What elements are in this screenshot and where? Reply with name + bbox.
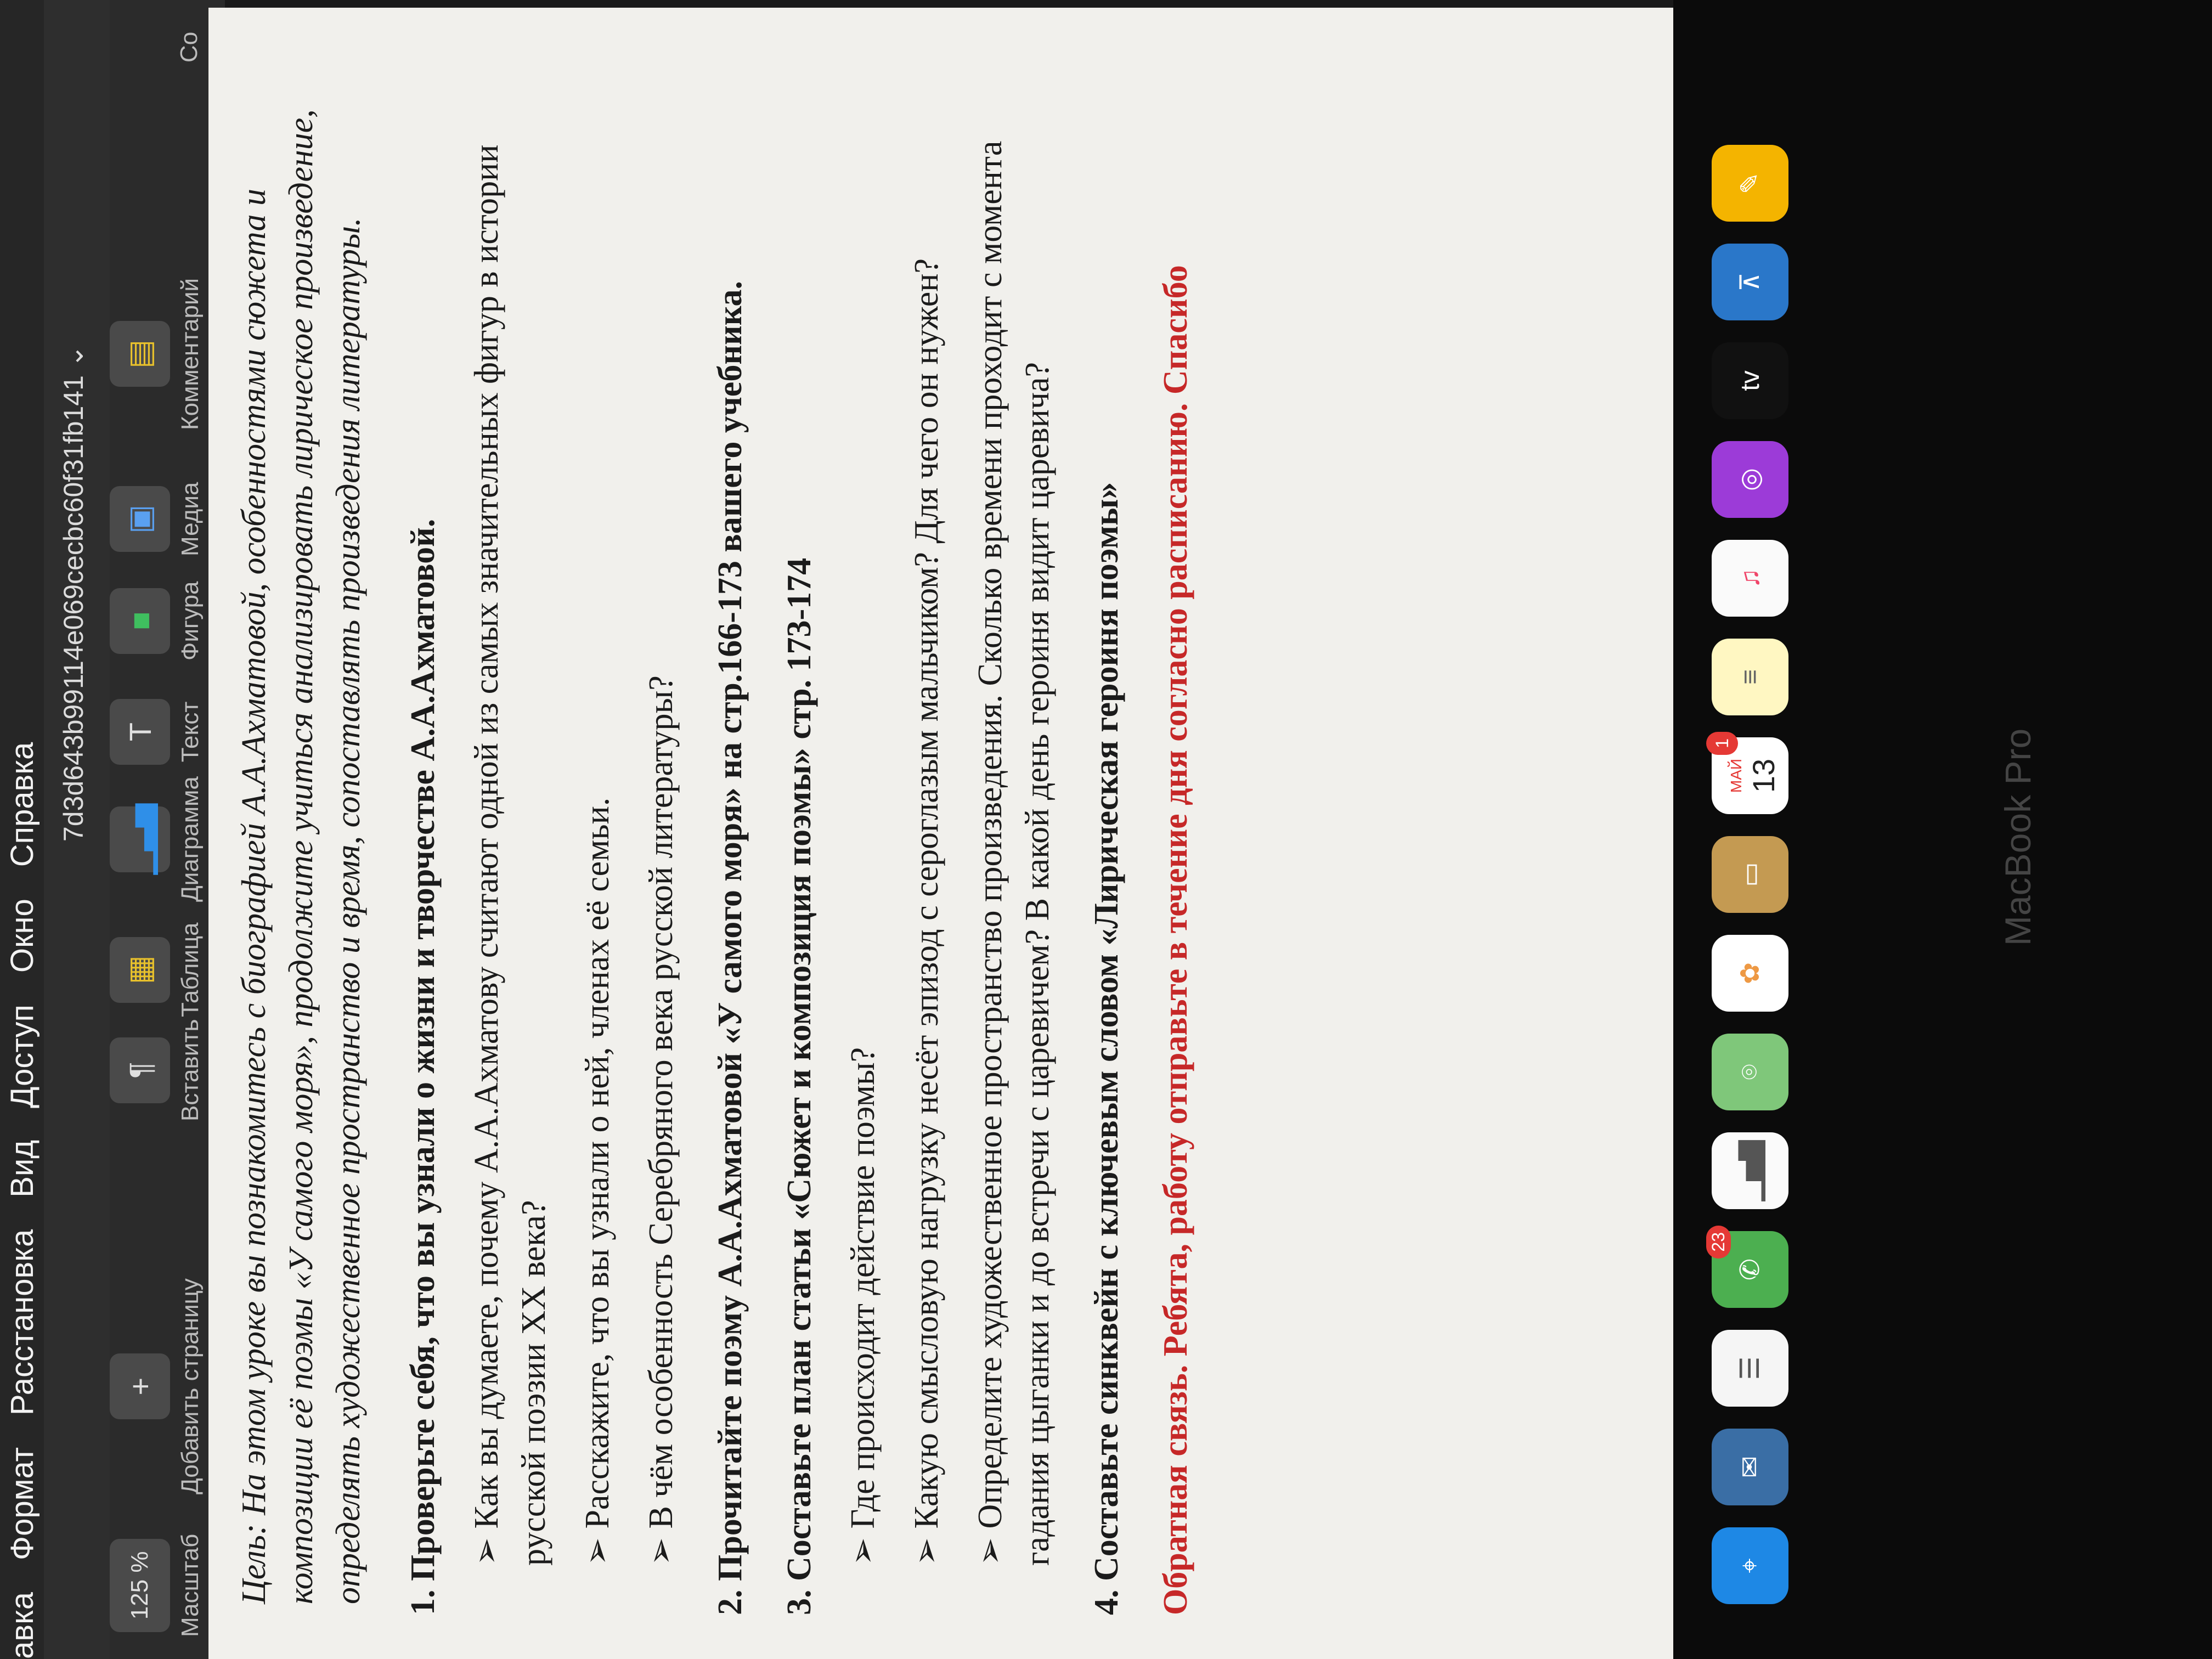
calendar-badge: 1 xyxy=(1706,732,1738,755)
comment-icon[interactable]: ▤ xyxy=(110,321,170,387)
music-icon[interactable]: ♫ xyxy=(1712,540,1788,617)
photos-icon[interactable]: ✿ xyxy=(1712,935,1788,1012)
document-title[interactable] xyxy=(58,345,89,842)
table-control[interactable] xyxy=(110,922,204,1017)
insert-control[interactable] xyxy=(110,1019,204,1121)
maps-icon[interactable]: ⌾ xyxy=(1712,1034,1788,1110)
task-1-question-3: ➢ В чём особенность Серебряного века русской литературы? xyxy=(642,675,680,1566)
add-page-control[interactable] xyxy=(110,1278,204,1494)
calendar-icon[interactable] xyxy=(1712,737,1788,814)
menu-share[interactable]: Доступ xyxy=(4,1005,40,1108)
notes-icon[interactable]: ≡ xyxy=(1712,639,1788,715)
collaborate-label: Со xyxy=(176,31,202,63)
dock xyxy=(1695,41,1805,1604)
add-page-label: Добавить страницу xyxy=(177,1278,204,1494)
collaborate-control[interactable] xyxy=(176,32,203,63)
device-label: MacBook Pro xyxy=(1997,728,2038,946)
menu-bar xyxy=(0,0,44,1659)
table-icon[interactable]: ▦ xyxy=(110,937,170,1003)
calendar-month: МАЙ xyxy=(1728,758,1745,793)
apple-tv-icon[interactable] xyxy=(1712,342,1788,419)
table-label: Таблица xyxy=(177,922,204,1017)
shape-control[interactable] xyxy=(110,581,204,661)
podcasts-icon[interactable]: ◎ xyxy=(1712,441,1788,518)
chart-icon[interactable]: ▁▃▅ xyxy=(110,806,170,872)
menu-edit[interactable]: авка xyxy=(4,1592,40,1659)
tv-label: tv xyxy=(1735,370,1765,391)
calendar-day: 13 xyxy=(1746,758,1781,793)
pages-icon[interactable]: ✎ xyxy=(1712,145,1788,222)
document-content[interactable] xyxy=(230,46,1821,1615)
task-1-question-1: ➢ Как вы думаете, почему А.А.Ахматову считают одной из самых значительных фигур в истории русской поэзии XX века? xyxy=(468,144,552,1566)
menu-window[interactable]: Окно xyxy=(4,899,40,973)
task-3-question-3: ➢ Определите художественное пространство произведения. Сколько времени проходит с момента гадания цыганки и до встречи с царевичем? В какой день героиня видит царевича? xyxy=(972,140,1056,1566)
zoom-value: 125 % xyxy=(126,1551,153,1620)
safari-icon[interactable]: ⌖ xyxy=(1712,1527,1788,1604)
zoom-label: Масштаб xyxy=(177,1533,204,1637)
lesson-goal: Цель: На этом уроке вы познакомитесь с биографией А.А.Ахматовой, особенностями сюжета и композиции её поэмы «У самого моря», продолжите учиться анализировать лирическое произведение, определять художественное пространство и время, сопоставлять произведения литературы. xyxy=(235,109,367,1604)
numbers-icon[interactable]: ▁▅▇ xyxy=(1712,1132,1788,1209)
paragraph-icon[interactable]: ¶ xyxy=(110,1037,170,1103)
task-3: 3. Составьте план статьи «Сюжет и композиция поэмы» стр. 173-174 xyxy=(781,557,818,1615)
task-2: 2. Прочитайте поэму А.А.Ахматовой «У самого моря» на стр.166-173 вашего учебника. xyxy=(712,280,749,1615)
toolbar xyxy=(110,0,225,1659)
comment-label: Комментарий xyxy=(177,278,204,430)
task-3-question-2: ➢ Какую смысловую нагрузку несёт эпизод с сероглазым мальчиком? Для чего он нужен? xyxy=(908,258,945,1566)
reminders-icon[interactable]: ☰ xyxy=(1712,1330,1788,1407)
mail-icon[interactable]: ✉ xyxy=(1712,1429,1788,1505)
media-control[interactable] xyxy=(110,482,204,556)
messages-badge: 23 xyxy=(1706,1226,1731,1259)
menu-arrange[interactable]: Расстановка xyxy=(4,1229,40,1415)
text-icon[interactable]: T xyxy=(110,699,170,765)
media-icon[interactable]: ▣ xyxy=(110,486,170,552)
comment-control[interactable] xyxy=(110,278,204,430)
text-label: Текст xyxy=(177,701,204,763)
chevron-down-icon: ⌄ xyxy=(58,345,89,368)
menu-format[interactable]: Формат xyxy=(4,1447,40,1561)
task-1-question-2: ➢ Расскажите, что вы узнали о ней, членах её семьи. xyxy=(579,797,616,1566)
task-3-question-1: ➢ Где происходит действие поэмы? xyxy=(844,1047,882,1566)
zoom-dropdown[interactable] xyxy=(110,1539,170,1632)
media-label: Медиа xyxy=(177,482,204,556)
text-control[interactable] xyxy=(110,699,204,765)
feedback-note: Обратная связь. Ребята, работу отправьте в течение дня согласно расписанию. Спасибо xyxy=(1157,265,1194,1615)
shape-icon[interactable]: ■ xyxy=(110,588,170,654)
document-page[interactable] xyxy=(208,8,1849,1659)
task-4: 4. Составьте синквейн с ключевым словом «Лирическая героиня поэмы» xyxy=(1088,482,1125,1615)
chart-control[interactable] xyxy=(110,776,204,902)
notes-folder-icon[interactable]: ▭ xyxy=(1712,836,1788,913)
document-title-text: 7d3d643b99114e069cecbc60f31fb141 xyxy=(58,375,89,842)
zoom-control[interactable] xyxy=(110,1534,204,1637)
insert-label: Вставить xyxy=(177,1019,204,1121)
menu-view[interactable]: Вид xyxy=(4,1139,40,1198)
keynote-icon[interactable]: ⊼ xyxy=(1712,244,1788,320)
plus-icon[interactable]: + xyxy=(110,1353,170,1419)
messages-icon[interactable]: ✆ 23 xyxy=(1712,1231,1788,1308)
chart-label: Диаграмма xyxy=(177,776,204,902)
task-1: 1. Проверьте себя, что вы узнали о жизни и творчестве А.А.Ахматовой. xyxy=(404,518,442,1615)
menu-help[interactable]: Справка xyxy=(4,742,40,867)
shape-label: Фигура xyxy=(177,581,204,661)
